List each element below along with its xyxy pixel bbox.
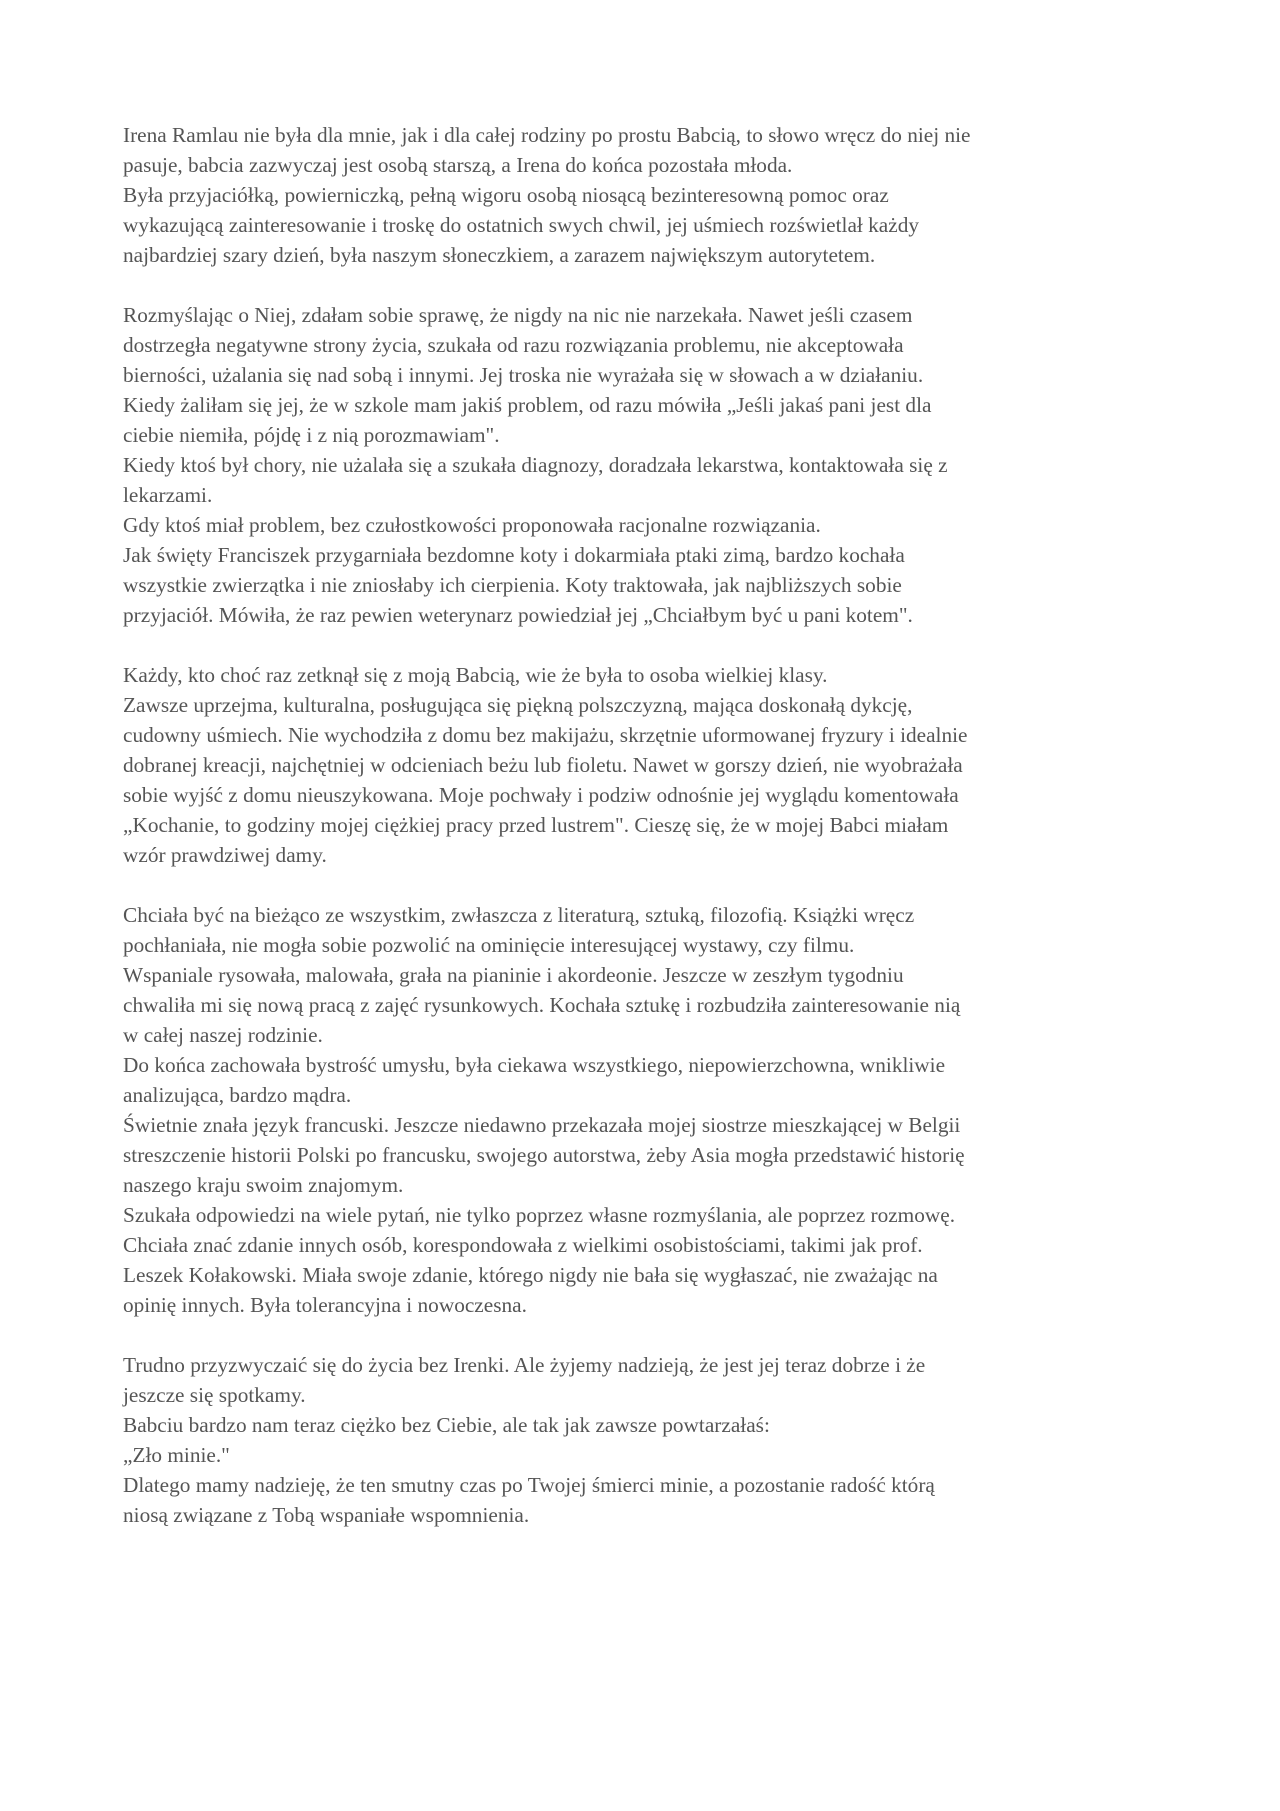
text-line: pochłaniała, nie mogła sobie pozwolić na ominięcie interesującej wystawy, czy filmu. <box>123 933 855 957</box>
paragraph-2 <box>123 300 1168 630</box>
text-line: wszystkie zwierzątka i nie zniosłaby ich cierpienia. Koty traktowała, jak najbliższych sobie <box>123 573 902 597</box>
text-line: Dlatego mamy nadzieję, że ten smutny czas po Twojej śmierci minie, a pozostanie radość którą <box>123 1473 935 1497</box>
text-line: Zawsze uprzejma, kulturalna, posługująca się piękną polszczyzną, mająca doskonałą dykcję, <box>123 693 913 717</box>
text-line: dobranej kreacji, najchętniej w odcieniach beżu lub fioletu. Nawet w gorszy dzień, nie wyobrażała <box>123 753 963 777</box>
text-line: „Zło minie." <box>123 1443 230 1467</box>
text-line: Świetnie znała język francuski. Jeszcze niedawno przekazała mojej siostrze mieszkającej w Belgii <box>123 1113 961 1137</box>
document-body <box>123 120 1168 1560</box>
text-line: naszego kraju swoim znajomym. <box>123 1173 404 1197</box>
text-line: Irena Ramlau nie była dla mnie, jak i dla całej rodziny po prostu Babcią, to słowo wręcz do niej nie <box>123 123 971 147</box>
text-line: Każdy, kto choć raz zetknął się z moją Babcią, wie że była to osoba wielkiej klasy. <box>123 663 828 687</box>
text-line: Była przyjaciółką, powierniczką, pełną wigoru osobą niosącą bezinteresowną pomoc oraz <box>123 183 889 207</box>
text-line: analizująca, bardzo mądra. <box>123 1083 352 1107</box>
text-line: sobie wyjść z domu nieuszykowana. Moje pochwały i podziw odnośnie jej wyglądu komentowała <box>123 783 959 807</box>
text-line: bierności, użalania się nad sobą i innymi. Jej troska nie wyrażała się w słowach a w działaniu. <box>123 363 924 387</box>
text-line: „Kochanie, to godziny mojej ciężkiej pracy przed lustrem". Cieszę się, że w mojej Babci miałam <box>123 813 949 837</box>
text-line: streszczenie historii Polski po francusku, swojego autorstwa, żeby Asia mogła przedstawić historię <box>123 1143 965 1167</box>
text-line: Kiedy żaliłam się jej, że w szkole mam jakiś problem, od razu mówiła „Jeśli jakaś pani jest dla <box>123 393 932 417</box>
text-line: pasuje, babcia zazwyczaj jest osobą starszą, a Irena do końca pozostała młoda. <box>123 153 793 177</box>
text-line: wzór prawdziwej damy. <box>123 843 327 867</box>
text-line: Do końca zachowała bystrość umysłu, była ciekawa wszystkiego, niepowierzchowna, wnikliwie <box>123 1053 946 1077</box>
text-line: lekarzami. <box>123 483 213 507</box>
text-line: najbardziej szary dzień, była naszym słoneczkiem, a zarazem największym autorytetem. <box>123 243 876 267</box>
text-line: dostrzegła negatywne strony życia, szukała od razu rozwiązania problemu, nie akceptowała <box>123 333 904 357</box>
text-line: opinię innych. Była tolerancyjna i nowoczesna. <box>123 1293 527 1317</box>
text-line: Leszek Kołakowski. Miała swoje zdanie, którego nigdy nie bała się wygłaszać, nie zważając na <box>123 1263 938 1287</box>
paragraph-1 <box>123 120 1168 270</box>
text-line: Rozmyślając o Niej, zdałam sobie sprawę, że nigdy na nic nie narzekała. Nawet jeśli czasem <box>123 303 913 327</box>
text-line: Chciała znać zdanie innych osób, korespondowała z wielkimi osobistościami, takimi jak prof. <box>123 1233 923 1257</box>
paragraph-4 <box>123 900 1168 1320</box>
text-line: Szukała odpowiedzi na wiele pytań, nie tylko poprzez własne rozmyślania, ale poprzez rozmowę. <box>123 1203 956 1227</box>
text-line: Wspaniale rysowała, malowała, grała na pianinie i akordeonie. Jeszcze w zeszłym tygodniu <box>123 963 904 987</box>
text-line: Kiedy ktoś był chory, nie użalała się a szukała diagnozy, doradzała lekarstwa, kontaktowała się z <box>123 453 948 477</box>
paragraph-3 <box>123 660 1168 870</box>
text-line: chwaliła mi się nową pracą z zajęć rysunkowych. Kochała sztukę i rozbudziła zainteresowanie nią <box>123 993 961 1017</box>
text-line: w całej naszej rodzinie. <box>123 1023 323 1047</box>
text-line: Babciu bardzo nam teraz ciężko bez Ciebie, ale tak jak zawsze powtarzałaś: <box>123 1413 770 1437</box>
text-line: Trudno przyzwyczaić się do życia bez Irenki. Ale żyjemy nadzieją, że jest jej teraz dobrze i że <box>123 1353 926 1377</box>
text-line: jeszcze się spotkamy. <box>123 1383 306 1407</box>
text-line: przyjaciół. Mówiła, że raz pewien weterynarz powiedział jej „Chciałbym być u pani kotem". <box>123 603 913 627</box>
paragraph-5 <box>123 1350 1168 1530</box>
text-line: cudowny uśmiech. Nie wychodziła z domu bez makijażu, skrzętnie uformowanej fryzury i idealnie <box>123 723 968 747</box>
text-line: ciebie niemiła, pójdę i z nią porozmawiam". <box>123 423 500 447</box>
text-line: Jak święty Franciszek przygarniała bezdomne koty i dokarmiała ptaki zimą, bardzo kochała <box>123 543 905 567</box>
text-line: Gdy ktoś miał problem, bez czułostkowości proponowała racjonalne rozwiązania. <box>123 513 821 537</box>
text-line: Chciała być na bieżąco ze wszystkim, zwłaszcza z literaturą, sztuką, filozofią. Książki wręcz <box>123 903 915 927</box>
text-line: niosą związane z Tobą wspaniałe wspomnienia. <box>123 1503 530 1527</box>
text-line: wykazującą zainteresowanie i troskę do ostatnich swych chwil, jej uśmiech rozświetlał każdy <box>123 213 919 237</box>
